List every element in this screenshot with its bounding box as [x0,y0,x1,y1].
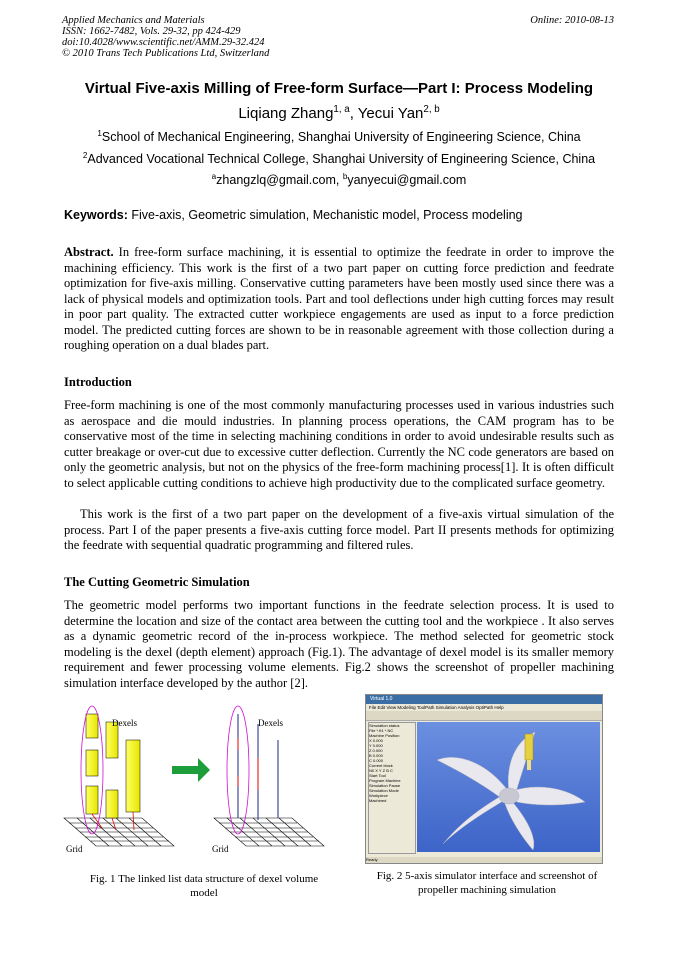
label-grid-left: Grid [66,844,83,854]
section-heading-geometric-simulation: The Cutting Geometric Simulation [64,575,250,589]
panel-line: C 0.000 [369,758,384,763]
copyright-line: © 2010 Trans Tech Publications Ltd, Switzerland [62,48,270,59]
propeller-render [417,722,600,852]
panel-line: Z 0.000 [369,748,383,753]
paper-title: Virtual Five-axis Milling of Free-form Surface—Part I: Process Modeling [84,80,594,97]
simulator-status-bar: Ready [366,857,602,863]
journal-name: Applied Mechanics and Materials [62,15,205,26]
panel-line: Current block [369,763,393,768]
simulator-title-bar: Virtual 1.0 [366,695,602,704]
dexel-bars-left [86,714,140,818]
page-header [62,15,614,59]
panel-line: Simulation status [369,723,400,728]
panel-line: X 0.000 [369,738,383,743]
simulator-control-panel [368,722,416,854]
label-dexels-left: Dexels [112,718,137,728]
paragraph: This work is the first of a two part paper on the development of a five-axis virtual simulation of the process. Part I of the paper presents a five-axis cutting force model. Part II presents methods for optimizing the feedrate with sequential quadratic programming and filtered rules. [64,507,614,552]
author-sup: 1, a [333,104,350,115]
panel-line: Y 0.000 [369,743,383,748]
author-name: Liqiang Zhang [238,105,334,122]
keywords-text: Five-axis, Geometric simulation, Mechanistic model, Process modeling [131,208,523,222]
email-line [40,173,638,187]
affiliation-text: School of Mechanical Engineering, Shanghai University of Engineering Science, China [101,130,581,144]
email-sup: b [342,171,348,181]
keywords [64,208,624,222]
simulator-3d-viewport [417,722,600,852]
paragraph: The geometric model performs two important functions in the feedrate selection process. It is used to determine the location and size of the contact area between the cutting tool and the workpiece . It also serves as a dynamic geometric record of the in-process workpiece. The method selected for geometric stock modeling is the dexel (depth element) approach (Fig.1). The advantage of dexel model is its smaller memory requirement and fewer processing volume elements. Fig.2 shows the screenshot of propeller machining simulation interface developed by the author [2]. [64,598,614,690]
panel-line: Machine Position [369,733,400,738]
panel-line: Start Tool [369,773,386,778]
figure-simulator-screenshot [365,694,603,864]
doi-line: doi:10.4028/www.scientific.net/AMM.29-32.424 [62,37,265,48]
grid-right [214,818,324,846]
author-name: Yecui Yan [357,105,424,122]
affiliation-sup: 1 [97,128,102,138]
author-separator: , [349,105,354,122]
panel-line: Simulation Pause [369,783,401,788]
email-address[interactable]: yanyecui@gmail.com [347,173,467,187]
keywords-label: Keywords: [64,208,128,222]
section-heading-introduction: Introduction [64,375,132,389]
panel-line: Machined [369,798,387,803]
abstract [64,245,614,354]
affiliation-1 [40,130,638,144]
author-sup: 2, b [423,104,440,115]
online-date: Online: 2010-08-13 [530,15,614,26]
panel-line: B 0.000 [369,753,383,758]
dexel-lines-right [238,714,278,820]
abstract-label: Abstract. [64,245,114,259]
paragraph: Free-form machining is one of the most commonly manufacturing processes used in various industries such as aerospace and die mould industries. In planning process operations, the CAM program has to be conservative most of the time in selecting machining conditions in order to avoid undesirable results such as cutter breakage or over-cut due to excessive cutter deflection. Currently the NC code generators are based on only the geometric analysis, but not on the physics of the free-form machining process[1]. It is often difficult to select applicable cutting conditions to achieve high productivity due to the complicated surface geometry. [64,398,614,490]
figure-2-caption: Fig. 2 5-axis simulator interface and screenshot of propeller machining simulation [376,870,598,896]
panel-line: Simulation Mode [369,788,399,793]
author-line [40,105,638,122]
panel-line: File *.ft1 *.NC [369,728,394,733]
affiliation-text: Advanced Vocational Technical College, Shanghai University of Engineering Science, China [87,152,596,166]
affiliation-2 [40,152,638,166]
label-grid-right: Grid [212,844,229,854]
grid-left [64,818,174,846]
email-sup: a [211,171,217,181]
simulator-menu-bar: File Edit View Modeling ToolPath Simulation Analysis OptiPath Help [366,704,602,711]
figure-1-caption: Fig. 1 The linked list data structure of dexel volume model [89,873,319,899]
simulator-toolbar [366,711,602,721]
issn-line: ISSN: 1662-7482, Vols. 29-32, pp 424-429 [62,26,241,37]
arrow-icon [172,758,210,782]
abstract-text: In free-form surface machining, it is essential to optimize the feedrate in order to improve the machining efficiency. This work is the first of a two part paper on cutting force prediction and feedrate optimization for five-axis milling. Conservative cutting parameters have been mostly used since there was a lack of physical models and optimization tools. Part and tool deflections under high cutting forces may result in poor part quality. The extracted cutter workpiece engagements are used as input to a force prediction model. The predicted cutting forces are shown to be in reasonable agreement with those collection during a roughing operation on a dual blades part. [64,245,615,352]
email-address[interactable]: zhangzlq@gmail.com, [216,173,340,187]
label-dexels-right: Dexels [258,718,283,728]
affiliation-sup: 2 [82,150,88,160]
panel-line: Workpiece [369,793,388,798]
panel-line: Program Machine [369,778,401,783]
figure-dexel-diagram [62,700,330,860]
panel-line: N0 X Y Z B C [369,768,393,773]
